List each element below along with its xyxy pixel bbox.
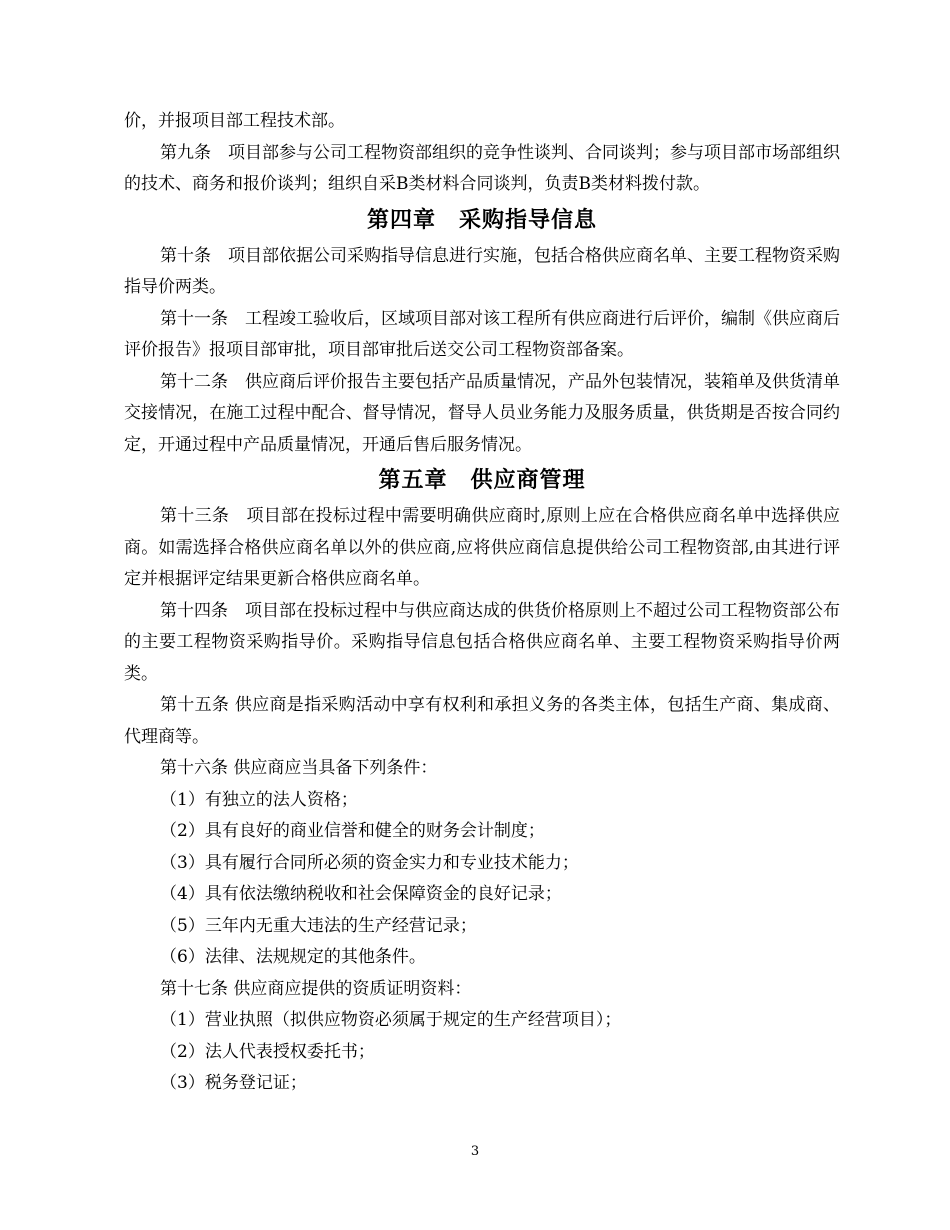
document-body: [124, 106, 840, 1100]
list-item: （2）具有良好的商业信誉和健全的财务会计制度；: [160, 821, 545, 841]
list-item: （2）法人代表授权委托书；: [160, 1041, 375, 1062]
list-item: （5）三年内无重大违法的生产经营记录；: [160, 915, 477, 936]
page-number: 3: [470, 1144, 480, 1159]
article-10: 第十条 项目部依据公司采购指导信息进行实施，包括合格供应商名单、主要工程物资采购指导价两类。: [124, 245, 840, 297]
list-item: （1）有独立的法人资格；: [160, 789, 358, 810]
list-item: （3）税务登记证；: [160, 1073, 307, 1093]
article-15: 第十五条 供应商是指采购活动中享有权利和承担义务的各类主体，包括生产商、集成商、代理商等。: [124, 695, 840, 747]
article-14: 第十四条 项目部在投标过程中与供应商达成的供货价格原则上不超过公司工程物资部公布的主要工程物资采购指导价。采购指导信息包括合格供应商名单、主要工程物资采购指导价两类。: [124, 600, 840, 684]
article-9: 第九条 项目部参与公司工程物资部组织的竞争性谈判、合同谈判；参与项目部市场部组织的技术、商务和报价谈判；组织自采B类材料合同谈判，负责B类材料拨付款。: [124, 142, 840, 194]
article-17: 第十七条 供应商应提供的资质证明资料：: [160, 978, 472, 999]
paragraph-continuation: 价，并报项目部工程技术部。: [124, 111, 345, 131]
article-12: 第十二条 供应商后评价报告主要包括产品质量情况，产品外包装情况，装箱单及供货清单交接情况，在施工过程中配合、督导情况，督导人员业务能力及服务质量，供货期是否按合同约定，开通过程中产品质量情况，开通后售后服务情况。: [124, 371, 840, 455]
list-item: （6）法律、法规规定的其他条件。: [160, 947, 426, 967]
chapter-5-heading: 第五章 供应商管理: [378, 468, 586, 493]
article-13: 第十三条 项目部在投标过程中需要明确供应商时,原则上应在合格供应商名单中选择供应商。如需选择合格供应商名单以外的供应商,应将供应商信息提供给公司工程物资部,由其进行评定并根据评定结果更新合格供应商名单。: [124, 506, 840, 589]
list-item: （4）具有依法缴纳税收和社会保障资金的良好记录；: [160, 884, 562, 904]
list-item: （1）营业执照（拟供应物资必须属于规定的生产经营项目）；: [160, 1010, 622, 1030]
article-16: 第十六条 供应商应当具备下列条件：: [160, 758, 438, 778]
list-item: （3）具有履行合同所必须的资金实力和专业技术能力；: [160, 852, 579, 873]
chapter-4-heading: 第四章 采购指导信息: [366, 207, 597, 233]
article-11: 第十一条 工程竣工验收后，区域项目部对该工程所有供应商进行后评价，编制《供应商后评价报告》报项目部审批，项目部审批后送交公司工程物资部备案。: [124, 308, 840, 360]
